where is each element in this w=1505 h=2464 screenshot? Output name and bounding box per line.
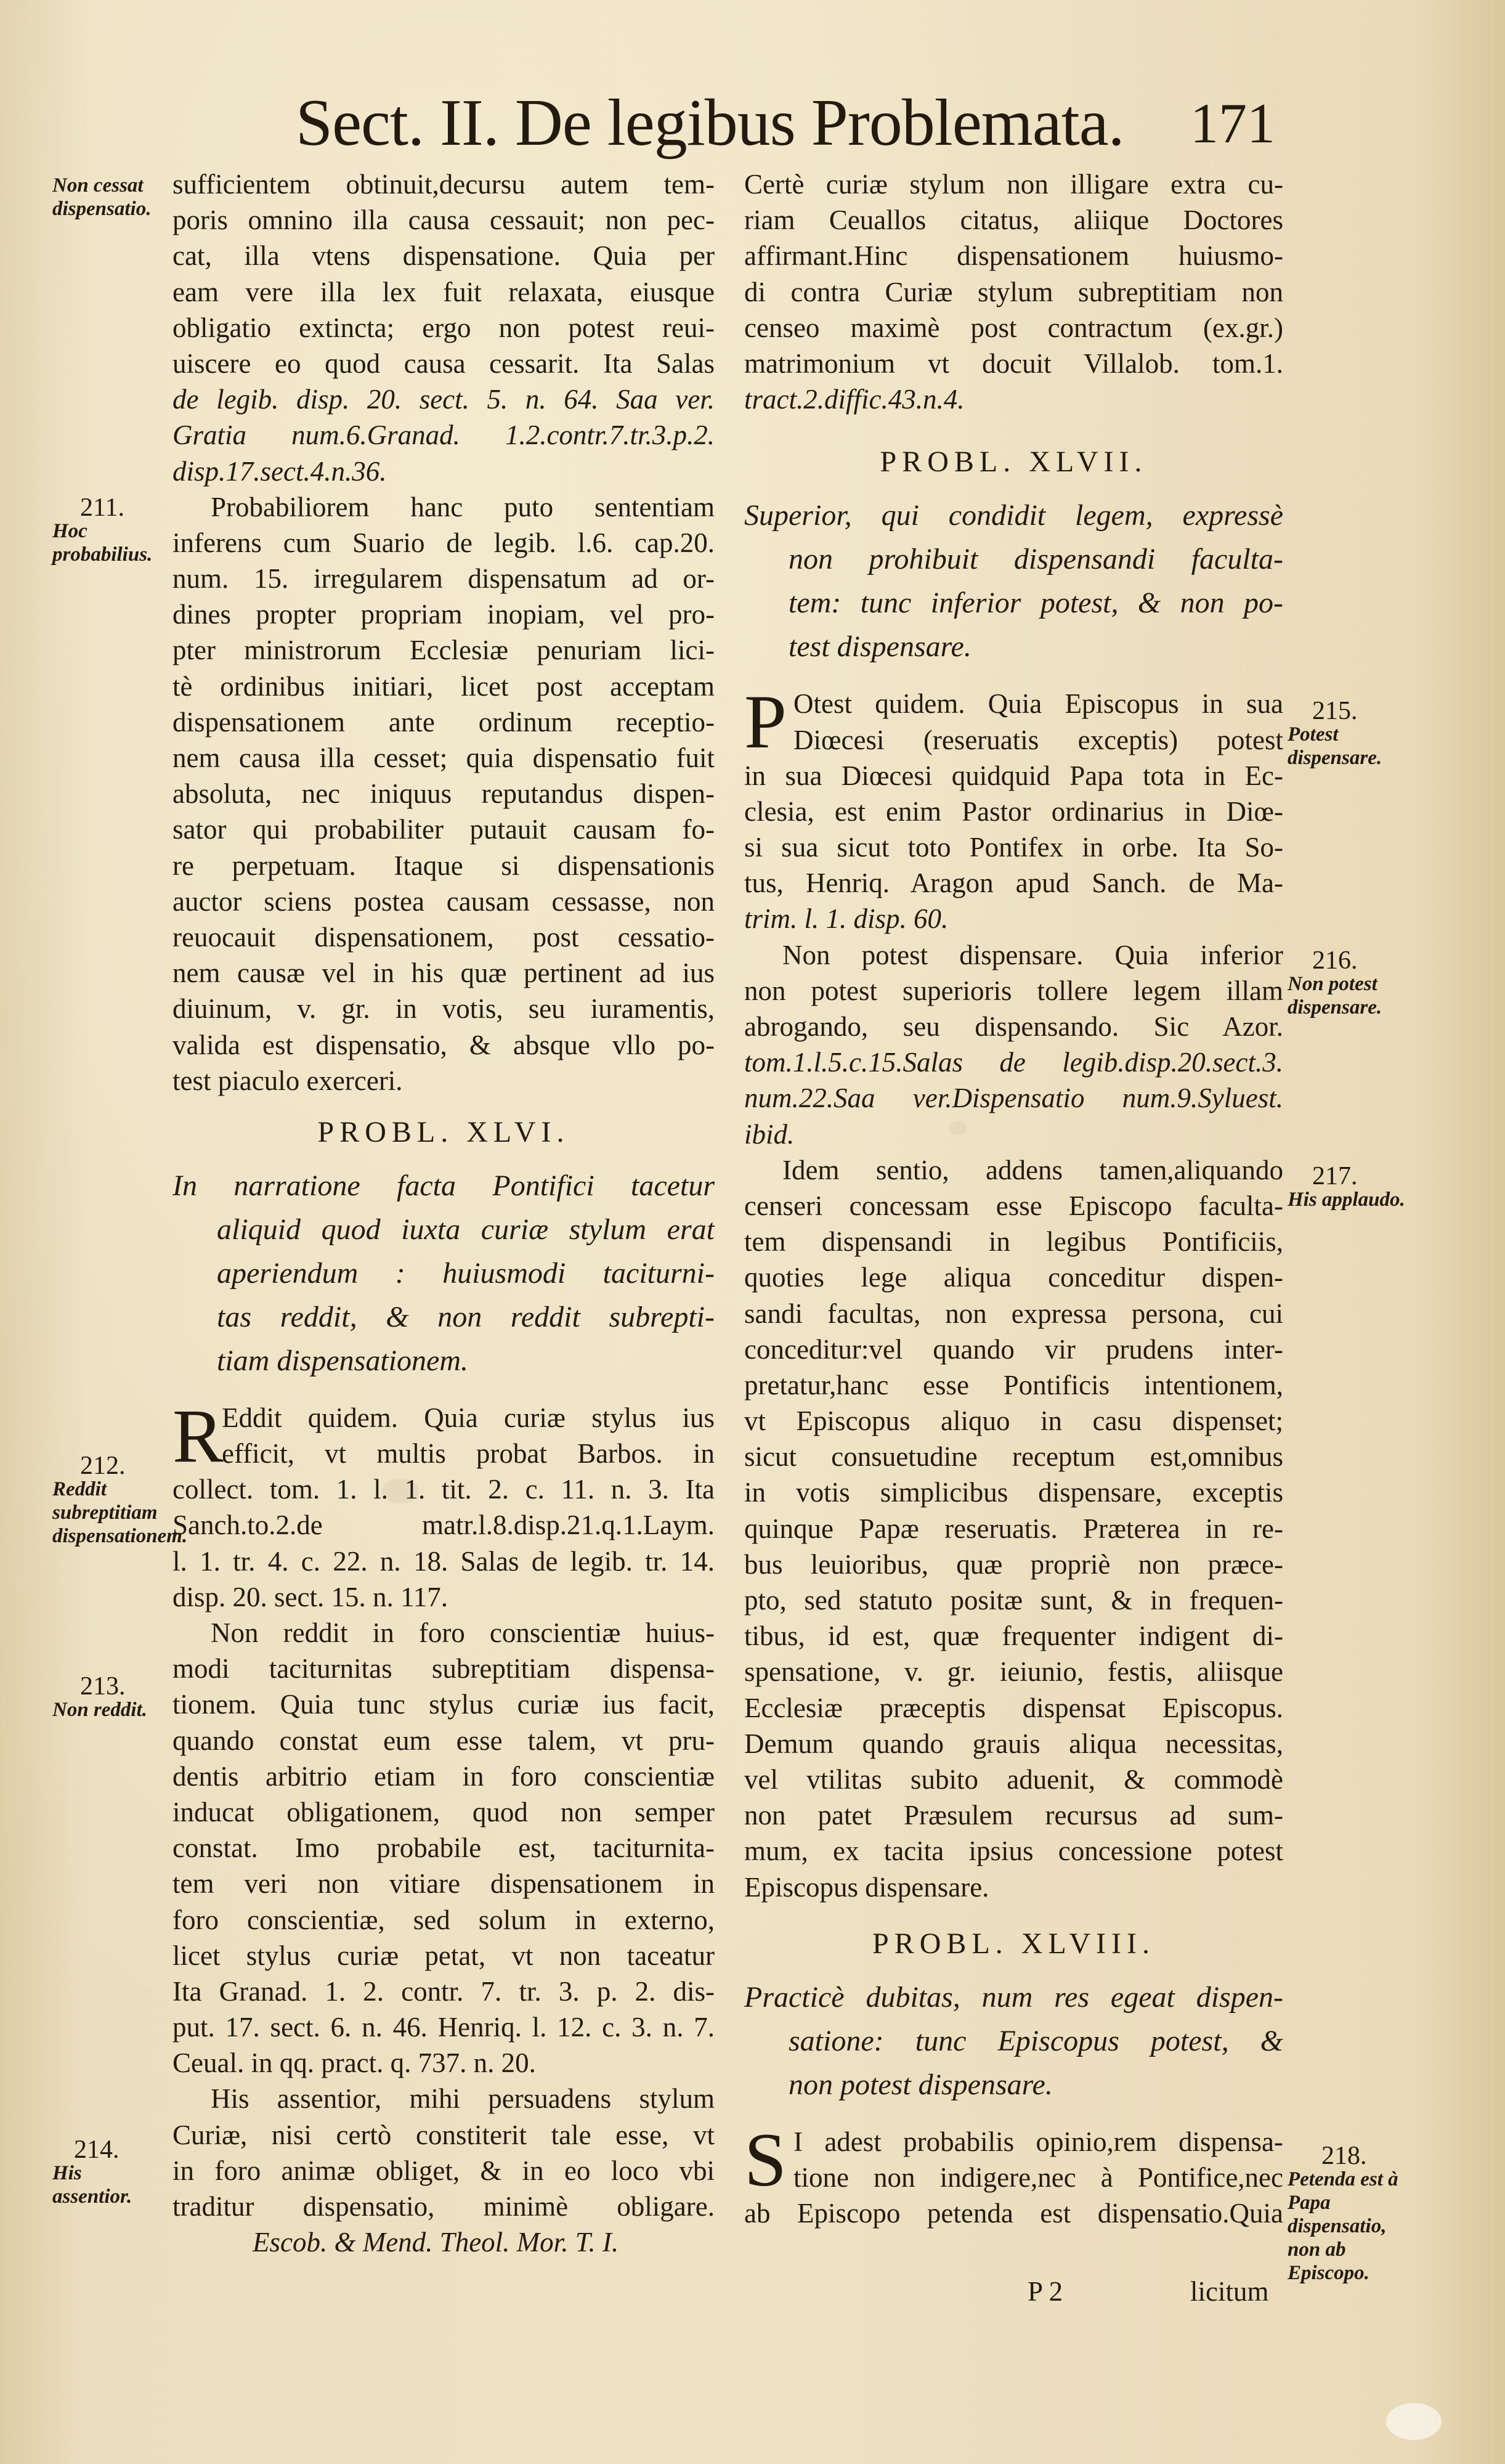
text-line: l. 1. tr. 4. c. 22. n. 18. Salas de legib. tr. 14.: [172, 1545, 715, 1577]
text-line: tionem. Quia tunc stylus curiæ ius facit,: [172, 1689, 715, 1720]
text-line: sicut consuetudine receptum est,omnibus: [744, 1441, 1283, 1473]
signature-line: Escob. & Mend. Theol. Mor. T. I.: [253, 2227, 619, 2258]
text-line: bus leuioribus, quæ propriè non præce-: [744, 1548, 1283, 1580]
margin-note-left-4: [52, 2138, 166, 2208]
summary-line: tem: tunc inferior potest, & non po-: [789, 587, 1283, 620]
margin-note-text: His assentior.: [52, 2162, 132, 2208]
text-line: trim. l. 1. disp. 60.: [744, 903, 949, 935]
text-line: non potest superioris tollere legem illam: [744, 975, 1283, 1006]
drop-capital: S: [744, 2117, 787, 2202]
text-line: tem dispensandi in legibus Pontificiis,: [744, 1226, 1283, 1258]
text-line: conceditur:vel quando vir prudens inter-: [744, 1333, 1283, 1365]
summary-line: tiam dispensationem.: [217, 1344, 468, 1377]
text-line: quinque Papæ reseruatis. Præterea in re-: [744, 1513, 1283, 1544]
text-line: valida est dispensatio, & absque vllo po-: [172, 1029, 715, 1060]
text-line: His assentior, mihi persuadens stylum: [211, 2083, 715, 2115]
drop-capital: R: [172, 1393, 224, 1478]
margin-note-number: 211.: [80, 494, 124, 522]
text-line: eam vere illa lex fuit relaxata, eiusque: [172, 276, 715, 307]
text-line: quando constat eum esse talem, vt pru-: [172, 1725, 715, 1756]
paragraph-216: [744, 937, 1283, 1152]
text-line: poris omnino illa causa cessauit; non pec-: [172, 205, 715, 236]
summary-line: test dispensare.: [789, 630, 972, 664]
text-line: dispensationem ante ordinum receptio-: [172, 706, 715, 738]
text-line: auctor sciens postea causam cessasse, non: [172, 885, 715, 917]
paragraph-215-lines: [744, 680, 1283, 937]
summary-line: non potest dispensare.: [789, 2068, 1053, 2101]
running-title: Sect. II. De legibus Problemata.: [296, 86, 1124, 160]
text-line: Ceual. in qq. pract. q. 737. n. 20.: [172, 2047, 536, 2079]
text-line: Diœcesi (reseruatis exceptis) potest: [793, 724, 1283, 755]
margin-note-number: 212.: [80, 1452, 126, 1480]
text-line: tem veri non vitiare dispensationem in: [172, 1868, 715, 1900]
text-line: disp.17.sect.4.n.36.: [172, 455, 387, 487]
text-line: test piaculo exerceri.: [172, 1065, 403, 1096]
text-line: de legib. disp. 20. sect. 5. n. 64. Saa ver.: [172, 384, 715, 415]
text-line: si sua sicut toto Pontifex in orbe. Ita So-: [744, 832, 1283, 863]
paragraph-218-lines: [744, 2117, 1283, 2232]
text-line: cat, illa vtens dispensatione. Quia per: [172, 240, 715, 272]
drop-capital: P: [744, 680, 787, 765]
paragraph-213: [172, 1615, 715, 2081]
text-line: Curiæ, nisi certò constiterit tale esse, vt: [172, 2119, 715, 2150]
problem-summary: [744, 1975, 1283, 2107]
text-line: dines propter propriam inopiam, vel pro-: [172, 599, 715, 630]
text-line: collect. tom. 1. l. 1. tit. 2. c. 11. n. 3. Ita: [172, 1474, 715, 1505]
text-line: in sua Diœcesi quidquid Papa tota in Ec-: [744, 760, 1283, 791]
text-line: modi taciturnitas subreptitiam dispensa-: [172, 1653, 715, 1685]
text-line: ab Episcopo petenda est dispensatio.Quia: [744, 2198, 1283, 2229]
margin-note-number: 213.: [80, 1672, 126, 1701]
text-line: nem causæ vel in his quæ pertinent ad ius: [172, 958, 715, 989]
stain: [1386, 2403, 1442, 2440]
text-line: pto, sed statuto positæ sunt, & in frequen-: [744, 1585, 1283, 1616]
text-line: efficit, vt multis probat Barbos. in: [222, 1438, 715, 1470]
margin-note-number: 216.: [1312, 946, 1358, 975]
left-column: [172, 166, 715, 2260]
text-line: traditur dispensatio, minimè obligare.: [172, 2191, 715, 2222]
summary-line: aliquid quod iuxta curiæ stylum erat: [217, 1213, 715, 1246]
text-line: absoluta, nec iniquus reputandus dispen-: [172, 778, 715, 810]
text-line: in foro animæ obliget, & in eo loco vbi: [172, 2155, 715, 2186]
paragraph-continuation-right: [744, 166, 1283, 417]
text-line: re perpetuam. Itaque si dispensationis: [172, 850, 715, 881]
margin-note-right-0: [1288, 699, 1411, 770]
text-line: inducat obligationem, quod non semper: [172, 1796, 715, 1828]
text-line: tom.1.l.5.c.15.Salas de legib.disp.20.sect.3.: [744, 1047, 1283, 1078]
text-line: Idem sentio, addens tamen,aliquando: [782, 1154, 1283, 1185]
paragraph-214: [172, 2081, 715, 2224]
text-line: quoties lege aliqua conceditur dispen-: [744, 1262, 1283, 1293]
text-line: sufficientem obtinuit,decursu autem tem-: [172, 169, 715, 200]
margin-note-number: 217.: [1312, 1162, 1358, 1190]
margin-note-number: 215.: [1312, 697, 1358, 725]
text-line: licet stylus curiæ petat, vt non taceatur: [172, 1940, 715, 1971]
text-line: Ita Granad. 1. 2. contr. 7. tr. 3. p. 2. dis-: [172, 1975, 715, 2007]
margin-note-text: Hoc probabilius.: [52, 520, 153, 566]
summary-line: aperiendum : huiusmodi taciturni-: [217, 1256, 715, 1290]
text-line: Episcopus dispensare.: [744, 1871, 989, 1903]
problem-summary: [744, 494, 1283, 669]
text-line: disp. 20. sect. 15. n. 117.: [172, 1581, 448, 1612]
paragraph-218: [744, 2117, 1283, 2232]
text-line: sator qui probabiliter putauit causam fo-: [172, 814, 715, 845]
text-line: Non reddit in foro conscientiæ huius-: [211, 1617, 715, 1648]
text-line: Eddit quidem. Quia curiæ stylus ius: [222, 1402, 715, 1433]
problem-summary: [172, 1164, 715, 1383]
text-line: num. 15. irregularem dispensatum ad or-: [172, 563, 715, 595]
paragraph-217: [744, 1152, 1283, 1905]
text-line: non patet Præsulem recursus ad sum-: [744, 1800, 1283, 1831]
text-line: affirmant.Hinc dispensationem huiusmo-: [744, 240, 1283, 272]
margin-note-number: 214.: [74, 2136, 120, 2164]
margin-note-right-2: [1288, 1162, 1411, 1211]
text-line: tè ordinibus initiari, licet post acceptam: [172, 670, 715, 702]
summary-line: Practicè dubitas, num res egeat dispen-: [744, 1980, 1283, 2014]
text-line: obligatio extincta; ergo non potest reui-: [172, 312, 715, 343]
margin-note-left-2: [52, 1452, 188, 1548]
text-line: Probabiliorem hanc puto sententiam: [211, 491, 715, 522]
page-header: [296, 77, 1281, 169]
summary-line: Superior, qui condidit legem, expressè: [744, 499, 1283, 532]
text-line: Non potest dispensare. Quia inferior: [782, 939, 1283, 970]
text-line: spensatione, v. gr. ieiunio, festis, aliisque: [744, 1656, 1283, 1688]
summary-line: non prohibuit dispensandi faculta-: [789, 543, 1283, 576]
problem-heading: PROBL. XLVIII.: [872, 1927, 1155, 1960]
text-line: in votis simplicibus dispensare, exceptis: [744, 1477, 1283, 1508]
text-line: censeo maximè post contractum (ex.gr.): [744, 312, 1283, 343]
text-line: vt Episcopus aliquo in casu dispenset;: [744, 1405, 1283, 1437]
summary-line: In narratione facta Pontifici tacetur: [172, 1169, 715, 1202]
problem-heading: PROBL. XLVI.: [317, 1115, 570, 1149]
text-line: num.22.Saa ver.Dispensatio num.9.Syluest.: [744, 1083, 1283, 1114]
text-line: abrogando, seu dispensando. Sic Azor.: [744, 1011, 1283, 1042]
paragraph-212-lines: [172, 1393, 715, 1615]
catchword: licitum: [1190, 2276, 1269, 2307]
summary-line: satione: tunc Episcopus potest, &: [789, 2024, 1283, 2057]
text-line: diuinum, v. gr. in votis, seu iuramentis,: [172, 993, 715, 1025]
right-column: [744, 166, 1283, 2231]
text-line: Ecclesiæ præceptis dispensat Episcopus.: [744, 1692, 1283, 1723]
margin-note-text: Petenda est à Papa dispensatio, non ab Episcopo.: [1288, 2168, 1398, 2284]
text-line: Sanch.to.2.de matr.l.8.disp.21.q.1.Laym.: [172, 1510, 715, 1541]
summary-line: tas reddit, & non reddit subrepti-: [217, 1300, 715, 1333]
text-line: matrimonium vt docuit Villalob. tom.1.: [744, 348, 1283, 379]
margin-note-text: Potest dispensare.: [1288, 723, 1382, 769]
margin-note-text: Reddit subreptitiam dispensationem.: [52, 1478, 188, 1547]
text-line: foro conscientiæ, sed solum in externo,: [172, 1904, 715, 1935]
text-line: Gratia num.6.Granad. 1.2.contr.7.tr.3.p.2.: [172, 420, 715, 451]
text-line: clesia, est enim Pastor ordinarius in Diœ-: [744, 795, 1283, 827]
margin-note-text: Non reddit.: [52, 1699, 148, 1721]
text-line: riam Ceuallos citatus, aliique Doctores: [744, 205, 1283, 236]
margin-note-left-0: [52, 174, 166, 221]
text-line: Otest quidem. Quia Episcopus in sua: [793, 688, 1283, 720]
text-line: tract.2.diffic.43.n.4.: [744, 384, 965, 415]
paragraph-211: [172, 489, 715, 1099]
problem-heading: PROBL. XLVII.: [880, 445, 1148, 479]
margin-note-left-1: [52, 496, 166, 566]
signature-mark: P 2: [1028, 2276, 1063, 2307]
text-line: tibus, id est, quæ frequenter indigent di-: [744, 1620, 1283, 1652]
margin-note-text: Non potest dispensare.: [1288, 973, 1382, 1019]
text-line: censeri concessam esse Episcopo faculta-: [744, 1190, 1283, 1221]
text-line: mum, ex tacita ipsius concessione potest: [744, 1836, 1283, 1867]
paragraph-continuation: [172, 166, 715, 489]
text-line: put. 17. sect. 6. n. 46. Henriq. l. 12. c. 3. n. 7.: [172, 2012, 715, 2043]
text-line: sandi facultas, non expressa persona, cui: [744, 1298, 1283, 1329]
text-line: inferens cum Suario de legib. l.6. cap.20.: [172, 527, 715, 558]
text-line: tione non indigere,nec à Pontifice,nec: [793, 2161, 1283, 2193]
text-line: ibid.: [744, 1118, 795, 1150]
paragraph-215: [744, 680, 1283, 937]
margin-note-number: 218.: [1321, 2142, 1367, 2170]
text-line: nem causa illa cesset; quia dispensatio fuit: [172, 742, 715, 773]
margin-note-right-1: [1288, 946, 1411, 1019]
text-line: pretatur,hanc esse Pontificis intentionem,: [744, 1369, 1283, 1401]
margin-note-right-3: [1288, 2144, 1411, 2285]
page-number: 171: [1190, 92, 1275, 155]
text-line: di contra Curiæ stylum subreptitiam non: [744, 276, 1283, 307]
text-line: tus, Henriq. Aragon apud Sanch. de Ma-: [744, 868, 1283, 899]
text-line: dentis arbitrio etiam in foro conscientiæ: [172, 1760, 715, 1792]
text-line: I adest probabilis opinio,rem dispensa-: [793, 2126, 1283, 2157]
margin-note-left-3: [52, 1672, 166, 1722]
paragraph-212: [172, 1393, 715, 1615]
text-line: vel vtilitas subito aduenit, & commodè: [744, 1763, 1283, 1795]
margin-note-text: Non cessat dispensatio.: [52, 174, 152, 220]
text-line: constat. Imo probabile est, taciturnita-: [172, 1832, 715, 1864]
text-line: Certè curiæ stylum non illigare extra cu-: [744, 169, 1283, 200]
text-line: uiscere eo quod causa cessarit. Ita Salas: [172, 348, 715, 379]
text-line: Demum quando grauis aliqua necessitas,: [744, 1728, 1283, 1759]
text-line: reuocauit dispensationem, post cessatio-: [172, 921, 715, 953]
margin-note-text: His applaudo.: [1288, 1189, 1405, 1211]
text-line: pter ministrorum Ecclesiæ penuriam lici-: [172, 635, 715, 666]
